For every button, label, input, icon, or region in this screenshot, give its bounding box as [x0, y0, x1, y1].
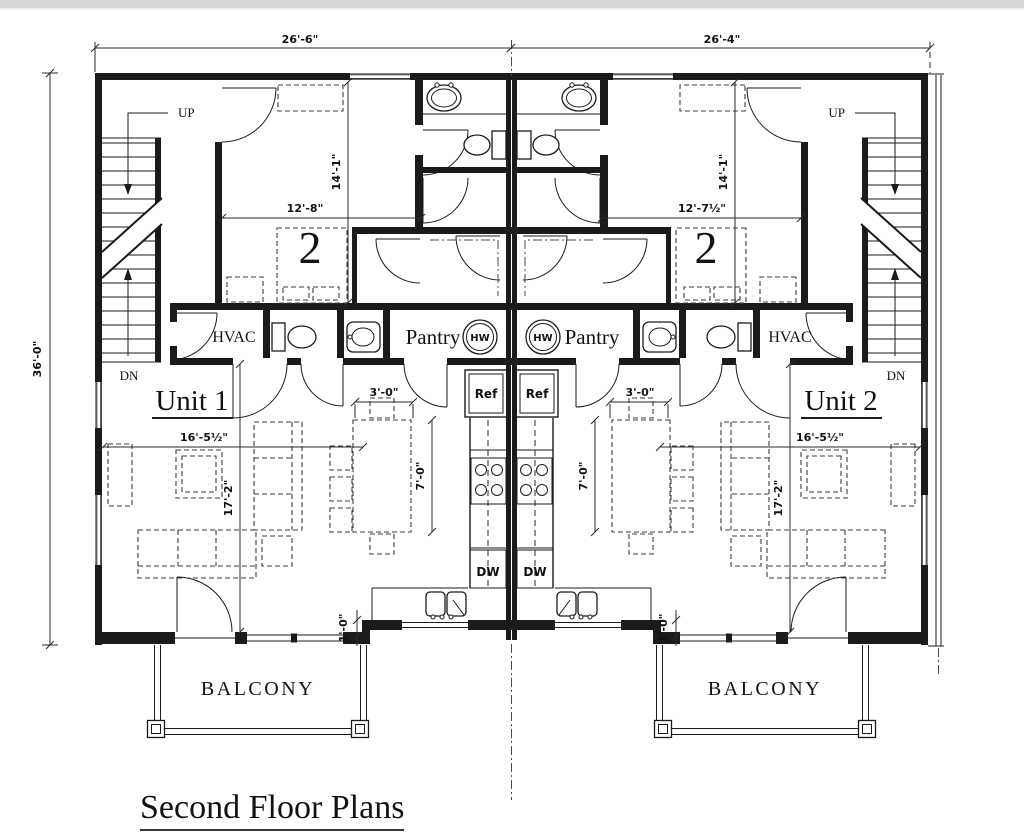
unit1-table-width-dim: 3'-0"	[369, 386, 399, 399]
unit2-balcony-label: BALCONY	[707, 678, 823, 700]
dim-unit1-overall-width: 26'-6"	[281, 33, 319, 46]
unit1-living-width-dim: 16'-5½"	[179, 431, 229, 444]
dim-unit2-overall-width: 26'-4"	[703, 33, 741, 46]
unit1-dw-label: DW	[476, 565, 500, 579]
unit1-ref-label: Ref	[474, 387, 498, 401]
right-edge-wall	[928, 74, 944, 676]
unit1-name: Unit 1	[155, 385, 229, 417]
unit2-up-label: UP	[828, 105, 845, 120]
unit1-up-label: UP	[178, 105, 195, 120]
unit2-dn-label: DN	[886, 368, 906, 383]
unit1-bedroom-number: 2	[298, 222, 322, 273]
unit2-living-depth-dim: 17'-2"	[772, 479, 785, 517]
unit1-wall-jog-dim: 1'-0"	[337, 613, 350, 643]
unit2-dw-label: DW	[523, 565, 547, 579]
unit2-wall-jog-dim: 1'-0"	[657, 613, 670, 643]
unit1-hw-label: HW	[470, 333, 490, 344]
unit2-bedroom-width-dim: 12'-7½"	[677, 202, 727, 215]
unit1-table-length-dim: 7'-0"	[414, 461, 427, 491]
unit1-bedroom-width-dim: 12'-8"	[286, 202, 324, 215]
unit2-ref-label: Ref	[525, 387, 549, 401]
unit1-bedroom-depth-dim: 14'-1"	[330, 153, 343, 191]
unit2-hvac-label: HVAC	[768, 329, 812, 346]
unit1-balcony-label: BALCONY	[200, 678, 316, 700]
unit2-living-width-dim: 16'-5½"	[795, 431, 845, 444]
unit2-name: Unit 2	[804, 385, 878, 417]
unit2-table-width-dim: 3'-0"	[625, 386, 655, 399]
dim-overall-depth: 36'-0"	[31, 340, 44, 378]
unit2-table-length-dim: 7'-0"	[577, 461, 590, 491]
unit1-pantry-label: Pantry	[405, 325, 461, 349]
unit2-hw-label: HW	[533, 333, 553, 344]
unit2-bedroom-number: 2	[694, 222, 718, 273]
unit1-living-depth-dim: 17'-2"	[222, 479, 235, 517]
sheet-title: Second Floor Plans	[140, 789, 405, 826]
unit2-bedroom-depth-dim: 14'-1"	[717, 153, 730, 191]
unit1-hvac-label: HVAC	[212, 329, 256, 346]
unit2-pantry-label: Pantry	[564, 325, 620, 349]
unit1-dn-label: DN	[119, 368, 139, 383]
